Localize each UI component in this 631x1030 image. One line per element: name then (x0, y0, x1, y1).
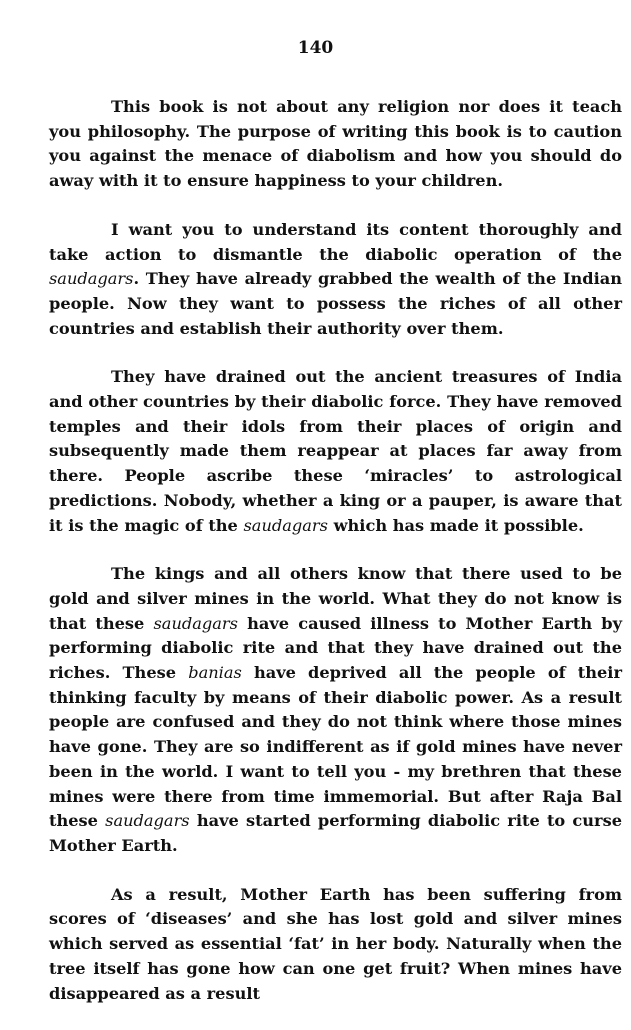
paragraph-text: They have drained out the ancient treasures of India and other countries by their diabolic force. They have removed temples and their idols from their places of origin and subsequently made them reappear at places far away from there. People ascribe these ‘miracles’ to astrological predictions. Nobody, whether a king or a pauper, is aware that it is the magic of the (49, 367, 622, 535)
italic-term: saudagars (49, 269, 134, 289)
italic-term: saudagars (153, 613, 238, 633)
italic-term: saudagars (105, 811, 190, 831)
paragraph-text: This book is not about any religion nor does it teach you philosophy. The purpose of writing this book is to caution you against the menace of diabolism and how you should do away with it to ensure happiness to your children. (49, 97, 622, 191)
paragraph-text: have caused illness to Mother Earth by performing diabolic rite and that they have drained out the riches. These (49, 613, 622, 683)
paragraph-text: which has made it possible. (327, 515, 584, 535)
paragraph-text: . They have already grabbed the wealth of the Indian people. Now they want to possess the riches of all other countries and establish their authority over them. (49, 269, 622, 338)
paragraph-text: I want you to understand its content thoroughly and take action to dismantle the diabolic operation of the (49, 219, 622, 264)
paragraph-4 (49, 562, 622, 858)
paragraph-text: As a result, Mother Earth has been suffering from scores of ‘diseases’ and she has lost gold and silver mines which served as essential ‘fat’ in her body. Naturally when the tree itself has gone how can one get fruit? When mines have disappeared as a result (49, 884, 622, 1003)
paragraph-1 (49, 95, 622, 194)
paragraph-2 (49, 218, 622, 342)
italic-term: saudagars (243, 515, 328, 535)
paragraph-text: have started performing diabolic rite to curse Mother Earth. (49, 811, 622, 855)
paragraph-text: have deprived all the people of their thinking faculty by means of their diabolic power. As a result people are confused and they do not think where those mines have gone. They are so indifferent as if gold mines have never been in the world. I want to tell you - my brethren that these mines were there from time immemorial. But after Raja Bal these (49, 663, 622, 831)
page-number: 140 (297, 38, 334, 58)
italic-term: banias (188, 663, 242, 683)
paragraph-5 (49, 883, 622, 1007)
paragraph-text: The kings and all others know that there used to be gold and silver mines in the world. What they do not know is that these (49, 564, 622, 633)
body-text (49, 95, 622, 1030)
paragraph-3 (49, 365, 622, 538)
